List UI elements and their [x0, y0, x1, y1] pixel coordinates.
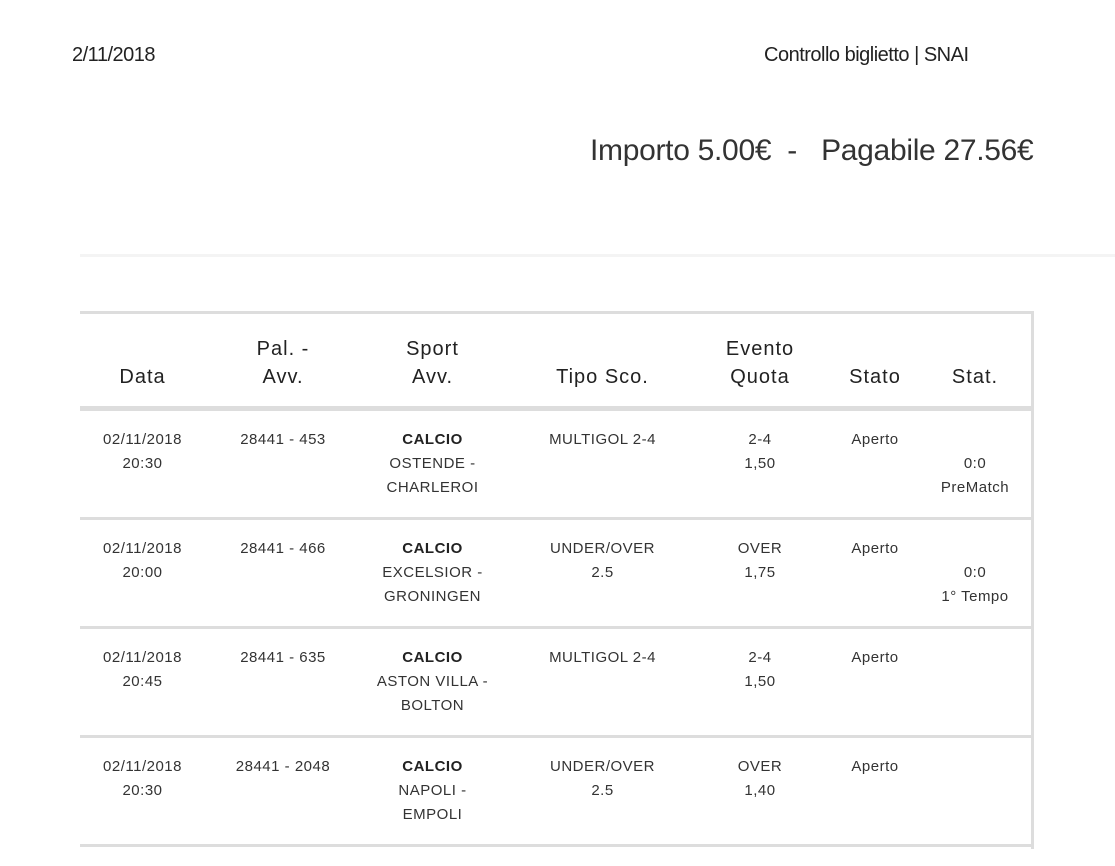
event-datetime: 02/11/2018 20:00	[103, 540, 182, 581]
event-odds: 2-4 1,50	[744, 431, 776, 472]
table-row	[80, 411, 1031, 520]
sport-match: CALCIO EXCELSIOR - GRONINGEN	[382, 540, 483, 605]
event-datetime: 02/11/2018 20:45	[103, 649, 182, 690]
bet-status: Aperto	[851, 758, 899, 775]
sport-match: CALCIO OSTENDE - CHARLEROI	[386, 431, 479, 496]
event-odds: OVER 1,75	[737, 540, 783, 581]
live-stat: 0:0 PreMatch	[940, 455, 1010, 496]
table-row	[80, 520, 1031, 629]
bet-type: UNDER/OVER 2.5	[549, 540, 655, 581]
bet-type: MULTIGOL 2-4	[549, 649, 656, 666]
print-date: 2/11/2018	[72, 44, 155, 66]
sport-match: CALCIO NAPOLI - EMPOLI	[398, 758, 467, 823]
table-row	[80, 629, 1031, 738]
bet-type: UNDER/OVER 2.5	[549, 758, 655, 799]
bet-status: Aperto	[851, 431, 899, 448]
bets-table	[80, 311, 1034, 849]
divider	[80, 254, 1115, 257]
column-header-stat: Stat.	[951, 366, 999, 388]
column-header-stato: Stato	[849, 366, 901, 388]
event-odds: OVER 1,40	[737, 758, 783, 799]
column-header-evento-quota: Evento Quota	[725, 338, 795, 388]
event-odds: 2-4 1,50	[744, 649, 776, 690]
palinsesto-code: 28441 - 466	[240, 540, 326, 557]
palinsesto-code: 28441 - 2048	[235, 758, 331, 775]
column-header-tipo-sco: Tipo Sco.	[556, 366, 649, 388]
column-header-sport-avv: Sport Avv.	[406, 338, 459, 388]
page-title: Controllo biglietto | SNAI	[764, 44, 969, 66]
palinsesto-code: 28441 - 635	[240, 649, 326, 666]
column-header-data: Data	[119, 366, 166, 388]
table-row	[80, 738, 1031, 847]
amount-summary: Importo 5.00€ - Pagabile 27.56€	[590, 134, 1034, 167]
event-datetime: 02/11/2018 20:30	[103, 431, 182, 472]
bet-status: Aperto	[851, 649, 899, 666]
event-datetime: 02/11/2018 20:30	[103, 758, 182, 799]
column-header-pal-avv: Pal. - Avv.	[256, 338, 310, 388]
bet-type: MULTIGOL 2-4	[549, 431, 656, 448]
table-header-row	[80, 314, 1031, 411]
sport-match: CALCIO ASTON VILLA - BOLTON	[376, 649, 489, 714]
bet-status: Aperto	[851, 540, 899, 557]
live-stat: 0:0 1° Tempo	[941, 564, 1009, 605]
palinsesto-code: 28441 - 453	[240, 431, 326, 448]
